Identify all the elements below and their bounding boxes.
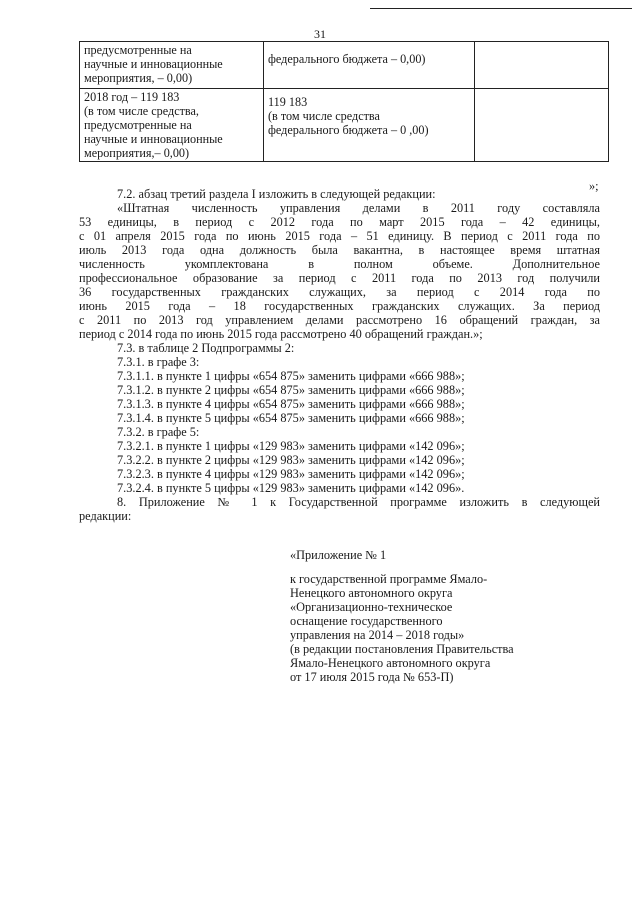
list-item: 7.3.1.2. в пункте 2 цифры «654 875» заменить цифрами «666 988»; xyxy=(117,383,465,397)
table-row xyxy=(80,42,609,89)
cell-line: 119 183 xyxy=(268,95,308,109)
appendix-line: управления на 2014 – 2018 годы» xyxy=(290,628,465,642)
table-cell xyxy=(80,89,264,162)
paragraph-line: редакции: xyxy=(79,509,132,523)
cell-line: 2018 год – 119 183 xyxy=(84,90,180,104)
list-item: 8. Приложение № 1 к Государственной программе изложить в следующей xyxy=(117,495,600,509)
paragraph-line: 36 государственных гражданских служащих, за период с 2014 года по xyxy=(79,285,600,299)
list-item: 7.3. в таблице 2 Подпрограммы 2: xyxy=(117,341,295,355)
table-cell xyxy=(264,89,475,162)
table-cell xyxy=(264,42,475,89)
appendix-line: Ненецкого автономного округа xyxy=(290,586,453,600)
appendix-line: (в редакции постановления Правительства xyxy=(290,642,514,656)
cell-line: научные и инновационные xyxy=(84,57,223,71)
paragraph-line: период с 2014 года по июнь 2015 года рассмотрено 40 обращений граждан.»; xyxy=(79,327,483,341)
cell-line: предусмотренные на xyxy=(84,43,192,57)
paragraph-line: с 01 апреля 2015 года по июнь 2015 года – 51 единицу. В период с 2011 года по xyxy=(79,229,600,243)
section-heading: 7.2. абзац третий раздела I изложить в следующей редакции: xyxy=(117,187,436,201)
cell-line: мероприятия,– 0,00) xyxy=(84,146,190,160)
appendix-line: к государственной программе Ямало- xyxy=(290,572,488,586)
table-cell xyxy=(80,42,264,89)
appendix-line: от 17 июля 2015 года № 653-П) xyxy=(290,670,454,684)
cell-line: предусмотренные на xyxy=(84,118,192,132)
page-number: 31 xyxy=(314,27,326,41)
table-row xyxy=(80,89,609,162)
header-rule xyxy=(370,8,632,9)
paragraph-line: численность укомплектована в полном объеме. Дополнительное xyxy=(79,257,600,271)
cell-line: (в том числе средства, xyxy=(84,104,199,118)
list-item: 7.3.2. в графе 5: xyxy=(117,425,200,439)
cell-line: (в том числе средства xyxy=(268,109,380,123)
appendix-title: «Приложение № 1 xyxy=(290,548,387,562)
appendix-line: Ямало-Ненецкого автономного округа xyxy=(290,656,491,670)
list-item: 7.3.2.4. в пункте 5 цифры «129 983» заменить цифрами «142 096». xyxy=(117,481,465,495)
paragraph-line: с 2011 по 2013 год управлением делами рассмотрено 16 обращений граждан, за xyxy=(79,313,600,327)
list-item: 7.3.2.2. в пункте 2 цифры «129 983» заменить цифрами «142 096»; xyxy=(117,453,465,467)
list-item: 7.3.2.3. в пункте 4 цифры «129 983» заменить цифрами «142 096»; xyxy=(117,467,465,481)
paragraph-line: июль 2013 года одна должность была вакантна, в настоящее время штатная xyxy=(79,243,600,257)
list-item: 7.3.1.4. в пункте 5 цифры «654 875» заменить цифрами «666 988»; xyxy=(117,411,465,425)
paragraph-line: профессиональное образование за период с 2011 года по 2013 год получили xyxy=(79,271,600,285)
appendix-line: оснащение государственного xyxy=(290,614,443,628)
list-item: 7.3.1. в графе 3: xyxy=(117,355,200,369)
list-item: 7.3.1.3. в пункте 4 цифры «654 875» заменить цифрами «666 988»; xyxy=(117,397,465,411)
list-item: 7.3.1.1. в пункте 1 цифры «654 875» заменить цифрами «666 988»; xyxy=(117,369,465,383)
list-item: 7.3.2.1. в пункте 1 цифры «129 983» заменить цифрами «142 096»; xyxy=(117,439,465,453)
paragraph-line: 53 единицы, в период с 2012 года по март 2015 года – 42 единицы, xyxy=(79,215,600,229)
paragraph-line: июнь 2015 года – 18 государственных гражданских служащих. За период xyxy=(79,299,600,313)
closing-quote: »; xyxy=(589,179,599,193)
paragraph-line: «Штатная численность управления делами в 2011 году составляла xyxy=(117,201,600,215)
table-cell xyxy=(475,89,609,162)
cell-line: федерального бюджета – 0 ,00) xyxy=(268,123,429,137)
cell-line: научные и инновационные xyxy=(84,132,223,146)
budget-table xyxy=(79,41,609,162)
table-cell xyxy=(475,42,609,89)
appendix-line: «Организационно-техническое xyxy=(290,600,453,614)
cell-line: федерального бюджета – 0,00) xyxy=(268,52,426,66)
cell-line: мероприятия, – 0,00) xyxy=(84,71,193,85)
